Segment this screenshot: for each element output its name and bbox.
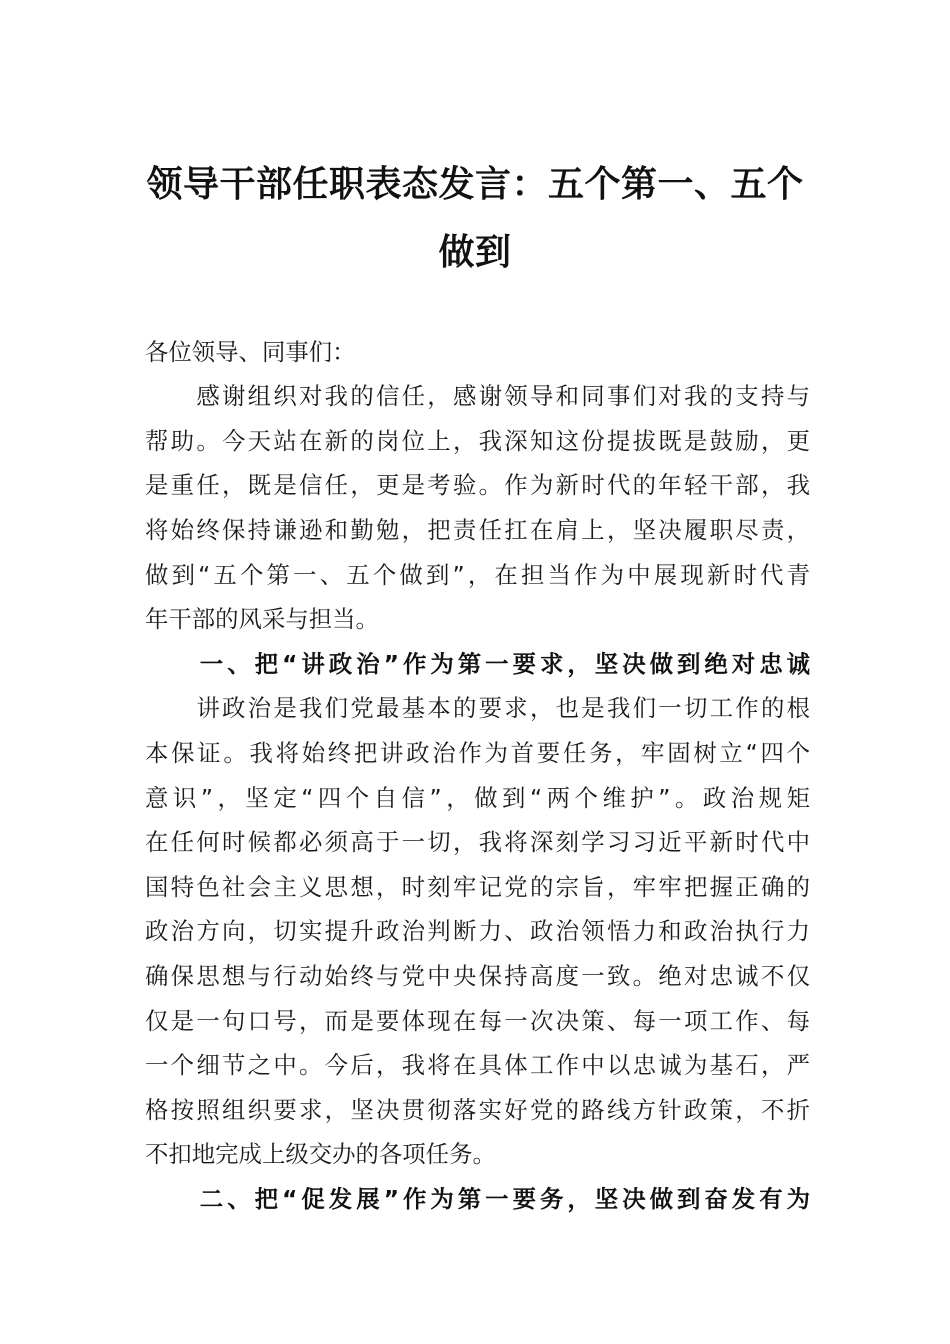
- body-line: 不扣地完成上级交办的各项任务。: [145, 1140, 496, 1168]
- section-heading-1: 一、把“讲政治”作为第一要求，坚决做到绝对忠诚: [145, 650, 810, 678]
- body-line: 将始终保持谦逊和勤勉，把责任扛在肩上，坚决履职尽责，: [145, 516, 810, 544]
- section-heading-2: 二、把“促发展”作为第一要务，坚决做到奋发有为: [145, 1185, 810, 1213]
- body-line: 仅是一句口号，而是要体现在每一次决策、每一项工作、每: [145, 1007, 810, 1035]
- body-line: 讲政治是我们党最基本的要求，也是我们一切工作的根: [145, 694, 810, 722]
- body-line: 年干部的风采与担当。: [145, 605, 379, 633]
- body-line: 国特色社会主义思想，时刻牢记党的宗旨，牢牢把握正确的: [145, 873, 810, 901]
- salutation: 各位领导、同事们：: [145, 338, 356, 366]
- body-line: 是重任，既是信任，更是考验。作为新时代的年轻干部，我: [145, 471, 810, 499]
- body-line: 一个细节之中。今后，我将在具体工作中以忠诚为基石，严: [145, 1051, 810, 1079]
- document-title-line-1: 领导干部任职表态发言：五个第一、五个: [146, 163, 804, 205]
- body-line: 意识”，坚定“四个自信”，做到“两个维护”。政治规矩: [145, 784, 810, 812]
- body-line: 政治方向，切实提升政治判断力、政治领悟力和政治执行力: [145, 917, 810, 945]
- document-title-line-2: 做到: [438, 231, 512, 273]
- body-line: 确保思想与行动始终与党中央保持高度一致。绝对忠诚不仅: [145, 962, 810, 990]
- body-line: 感谢组织对我的信任，感谢领导和同事们对我的支持与: [145, 382, 810, 410]
- body-line: 本保证。我将始终把讲政治作为首要任务，牢固树立“四个: [145, 739, 810, 767]
- body-line: 做到“五个第一、五个做到”，在担当作为中展现新时代青: [145, 561, 810, 589]
- body-line: 格按照组织要求，坚决贯彻落实好党的路线方针政策，不折: [145, 1096, 810, 1124]
- body-line: 在任何时候都必须高于一切，我将深刻学习习近平新时代中: [145, 828, 810, 856]
- body-line: 帮助。今天站在新的岗位上，我深知这份提拔既是鼓励，更: [145, 427, 810, 455]
